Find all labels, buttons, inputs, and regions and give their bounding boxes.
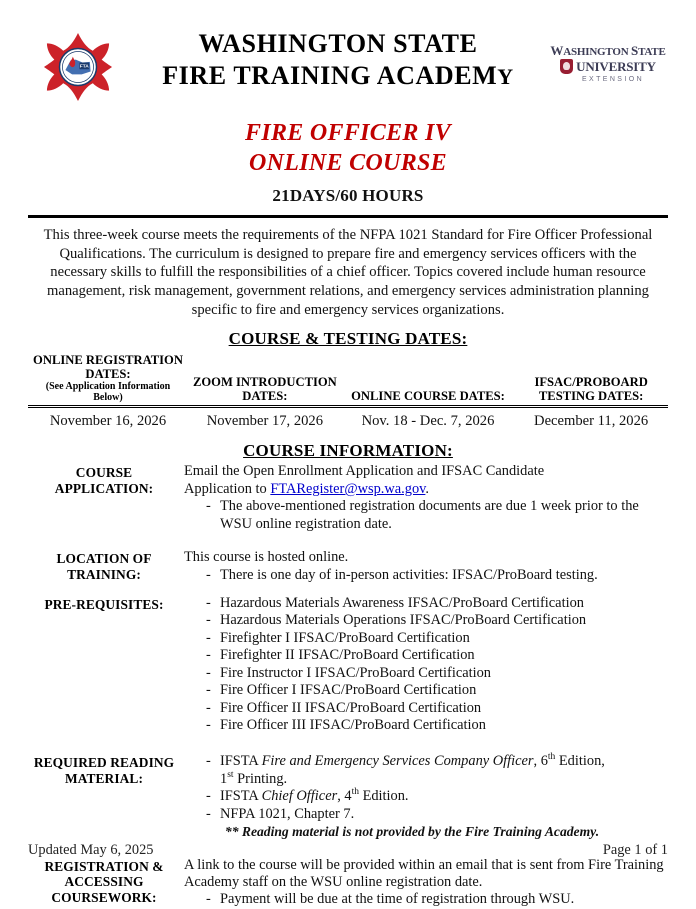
bullet-text: Fire Officer I IFSAC/ProBoard Certification: [220, 682, 477, 699]
list-item: [184, 788, 668, 805]
spacer: [28, 533, 668, 549]
list-item: [184, 682, 668, 699]
label-required-reading-material: REQUIRED READING MATERIAL:: [33, 755, 175, 787]
body-registration-accessing-coursework: [180, 857, 668, 909]
info-row-registration-accessing-coursework: [28, 857, 668, 909]
bullet-dash: -: [206, 753, 211, 770]
bullet-dash: -: [206, 891, 211, 908]
info-row-course-application: [28, 463, 668, 533]
footer-updated-date: Updated May 6, 2025: [28, 842, 154, 858]
bullet-dash: -: [206, 682, 211, 699]
label-registration-accessing-coursework: REGISTRATION & ACCESSING COURSEWORK:: [44, 858, 164, 906]
list-item: [184, 498, 668, 533]
bullet-dash: -: [206, 595, 211, 612]
academy-title-block: [128, 26, 548, 91]
bullet-dash: -: [206, 716, 211, 733]
bullet-text: Hazardous Materials Operations IFSAC/ProBoard Certification: [220, 612, 587, 629]
bullet-text: Hazardous Materials Awareness IFSAC/ProBoard Certification: [220, 595, 584, 612]
registration-line1: A link to the course will be provided within an email that is sent from Fire Training Academy staff on the WSU online registration date.: [184, 856, 664, 890]
bullet-dash: -: [206, 805, 211, 822]
course-information-heading: COURSE INFORMATION:: [243, 441, 453, 461]
cell-online-course-dates: Nov. 18 - Dec. 7, 2026: [361, 413, 495, 430]
academy-name-line2: FIRE TRAINING ACADEMY: [162, 60, 514, 90]
bullet-text: Fire Officer III IFSAC/ProBoard Certification: [220, 716, 486, 733]
reading-material-note: ** Reading material is not provided by the Fire Training Academy.: [224, 824, 600, 840]
list-item: [184, 700, 668, 717]
document-footer: [28, 842, 668, 859]
wsu-extension-logo-container: [548, 26, 668, 83]
list-item: [184, 891, 668, 908]
course-testing-dates-heading: COURSE & TESTING DATES:: [228, 329, 468, 349]
list-item: [184, 806, 668, 823]
bullet-dash: -: [206, 647, 211, 664]
col-header-online-course-dates: ONLINE COURSE DATES:: [342, 353, 514, 407]
wsu-cougar-shield-icon: [560, 59, 573, 74]
fta-logo-container: [28, 26, 128, 104]
fta-register-email-link[interactable]: FTARegister@wsp.wa.gov: [270, 480, 426, 497]
svg-text:FTA: FTA: [79, 64, 89, 70]
body-course-application: [180, 463, 668, 533]
list-item: [184, 612, 668, 629]
bullet-dash: -: [206, 699, 211, 716]
footer-page-number: Page 1 of 1: [602, 842, 668, 858]
bullet-text: IFSTA Chief Officer, 4th Edition.: [220, 787, 409, 805]
list-item: [184, 753, 668, 788]
registration-bullets: [184, 891, 668, 908]
bullet-text: Payment will be due at the time of registration through WSU.: [220, 891, 575, 908]
bullet-dash: -: [206, 612, 211, 629]
list-item: [184, 630, 668, 647]
location-bullets: [184, 567, 668, 584]
bullet-text: Firefighter II IFSAC/ProBoard Certification: [220, 647, 475, 664]
bullet-dash: -: [206, 629, 211, 646]
col-header-ifsac-proboard-testing-dates: IFSAC/PROBOARD TESTING DATES:: [514, 353, 668, 407]
bullet-text: The above-mentioned registration documents are due 1 week prior to the WSU online registration date.: [220, 498, 639, 532]
document-header: [28, 0, 668, 118]
cell-zoom-introduction-date: November 17, 2026: [206, 413, 324, 430]
cell-ifsac-proboard-testing-date: December 11, 2026: [534, 413, 649, 430]
info-row-prerequisites: [28, 595, 668, 734]
bullet-text: There is one day of in-person activities: IFSAC/ProBoard testing.: [220, 566, 598, 583]
list-item: [184, 665, 668, 682]
table-header-row: [28, 353, 668, 407]
label-prerequisites: PRE-REQUISITES:: [44, 597, 164, 613]
academy-name-line1: WASHINGTON STATE: [198, 29, 478, 58]
bullet-dash: -: [206, 788, 211, 805]
wsu-extension-logo-icon: [550, 44, 665, 83]
body-required-reading-material: [180, 753, 668, 840]
reading-bullets: [184, 753, 668, 823]
col-header-zoom-introduction-dates: ZOOM INTRODUCTION DATES:: [188, 353, 342, 407]
prerequisites-bullets: [184, 595, 668, 734]
col-header-subnote: (See Application Information Below): [45, 381, 171, 404]
course-duration: 21DAYS/60 HOURS: [272, 185, 424, 205]
table-row: [28, 407, 668, 432]
col-header-online-registration-dates: ONLINE REGISTRATION DATES: (See Application Information Below): [28, 353, 188, 407]
wsu-washington-state-text: WASHINGTON STATE: [550, 43, 666, 58]
list-item: [184, 595, 668, 612]
bullet-dash: -: [206, 664, 211, 681]
course-description: This three-week course meets the requirements of the NFPA 1021 Standard for Fire Officer Professional Qualifications. The curriculum is designed to prepare fire and emergency services officers with the necessary skills to fulfill the responsibilities of a chief officer. Topics covered include human resource management, risk management, government relations, and emergency services administration planning specific to fire and emergency services organizations.: [43, 226, 653, 318]
wsu-university-row: [550, 59, 665, 74]
cell-online-registration-date: November 16, 2026: [49, 413, 167, 430]
course-title-line2: ONLINE COURSE: [249, 150, 447, 177]
bullet-dash: -: [206, 566, 211, 583]
course-application-line1: Email the Open Enrollment Application and IFSAC Candidate: [184, 463, 545, 480]
bullet-text: IFSTA Fire and Emergency Services Company Officer, 6th Edition, 1st Printing.: [220, 752, 605, 787]
course-application-line2: Application to FTARegister@wsp.wa.gov.: [184, 480, 430, 497]
bullet-text: Firefighter I IFSAC/ProBoard Certification: [220, 629, 470, 646]
wsu-university-text: UNIVERSITY: [576, 59, 656, 74]
course-title-line1: FIRE OFFICER IV: [245, 120, 451, 146]
bullet-text: Fire Officer II IFSAC/ProBoard Certification: [220, 699, 482, 716]
body-prerequisites: [180, 595, 668, 734]
course-title: [28, 118, 668, 179]
spacer: [28, 584, 668, 595]
list-item: [184, 647, 668, 664]
body-location-of-training: [180, 549, 668, 584]
bullet-dash: -: [206, 498, 211, 515]
label-course-application: COURSE APPLICATION:: [54, 465, 154, 497]
spacer: [28, 734, 668, 753]
course-dates-table: [28, 353, 668, 431]
info-row-location-of-training: [28, 549, 668, 584]
info-row-required-reading-material: [28, 753, 668, 840]
washington-state-fire-training-academy-seal-icon: [41, 30, 115, 104]
course-application-bullets: [184, 498, 668, 533]
bullet-text: NFPA 1021, Chapter 7.: [220, 805, 355, 822]
label-location-of-training: LOCATION OF TRAINING:: [56, 551, 152, 582]
list-item: [184, 717, 668, 734]
list-item: [184, 567, 668, 584]
header-divider: [28, 215, 668, 218]
wsu-extension-text: EXTENSION: [581, 76, 645, 83]
bullet-text: Fire Instructor I IFSAC/ProBoard Certification: [220, 664, 491, 681]
location-line1: This course is hosted online.: [184, 549, 349, 566]
